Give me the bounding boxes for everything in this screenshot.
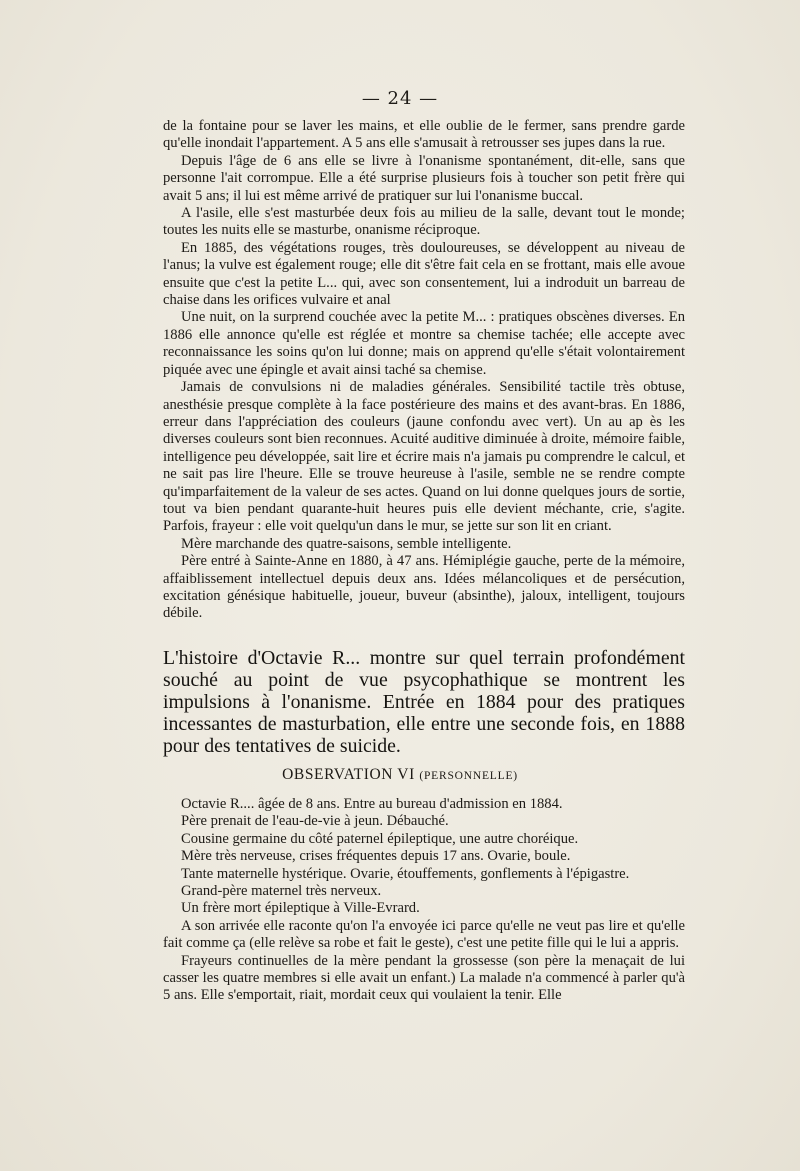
paragraph: Une nuit, on la surprend couchée avec la petite M... : pratiques obscènes diverses. En 1886 elle annonce qu'elle est réglée et montre sa chemise tachée; elle accepte avec reconnaissance les soins qu'on lui donne; mais on apprend qu'elle s'était volontairement piquée avec une épingle et avait ainsi taché sa chemise. — [163, 309, 685, 378]
paragraph: Cousine germaine du côté paternel épileptique, une autre choréique. — [181, 830, 579, 847]
paragraph: Frayeurs continuelles de la mère pendant la grossesse (son père la menaçait de lui casser les quatre membres si elle avait un enfant.) La malade n'a commencé à parler qu'à 5 ans. Elle s'emportait, riait, mordait ceux qui voulaient la tenir. Elle — [163, 952, 685, 1004]
summary-paragraph: L'histoire d'Octavie R... montre sur quel terrain profondément souché au point de vue psycophathique se montrent les impulsions à l'onanisme. Entrée en 1884 pour des pratiques incessantes de masturbation, elle entre une seconde fois, en 1888 pour des tentatives de suicide. — [163, 647, 685, 757]
observation-heading — [0, 766, 800, 784]
paragraph: A son arrivée elle raconte qu'on l'a envoyée ici parce qu'elle ne veut pas lire et qu'elle fait comme ça (elle relève sa robe et fait le geste), c'est une petite fille qui le lui a appris. — [163, 917, 685, 952]
observation-qualifier: (PERSONNELLE) — [419, 770, 518, 782]
page-number: — 24 — — [361, 88, 439, 109]
paragraph: Grand-père maternel très nerveux. — [181, 883, 382, 900]
paragraph: Octavie R.... âgée de 8 ans. Entre au bureau d'admission en 1884. — [181, 796, 563, 812]
text-block-before — [163, 118, 685, 623]
paragraph: En 1885, des végétations rouges, très douloureuses, se développent au niveau de l'anus; la vulve est également rouge; elle dit s'être fait cela en se frottant, mais elle avoue ensuite que c'est la petite L... qui, avec son consentement, lui a indroduit un barreau de chaise dans les orifices vulvaire et anal — [163, 239, 685, 309]
paragraph: Jamais de convulsions ni de maladies générales. Sensibilité tactile très obtuse, anesthésie presque complète à la face postérieure des mains et des avant-bras. En 1886, erreur dans l'appréciation des couleurs (jaune confondu avec vert). Un au ap ès les diverses couleurs sont bien reconnues. Acuité auditive diminuée à droite, mémoire faible, intelligence peu développée, sait lire et écrire mais n'a jamais pu comprendre le calcul, et ne sait pas lire l'heure. Elle se trouve heureuse à l'asile, semble ne se rendre compte qu'imparfaitement de la valeur de ses actes. Quand on lui donne quelques jours de sortie, tout va bien pendant quarante-huit heures puis elle devient méchante, crie, s'agite. Parfois, frayeur : elle voit quelqu'un dans le mur, se jette sur son lit en criant. — [163, 379, 685, 535]
paragraph: Depuis l'âge de 6 ans elle se livre à l'onanisme spontanément, dit-elle, sans que personne l'ait corrompue. Elle a été surprise plusieurs fois à toucher son petit frère qui avait 5 ans; il lui est même arrivé de pratiquer sur lui l'onanisme buccal. — [163, 152, 685, 204]
paragraph: Tante maternelle hystérique. Ovarie, étouffements, gonflements à l'épigastre. — [181, 865, 630, 882]
observation-title: OBSERVATION VI — [282, 766, 415, 783]
paragraph: A l'asile, elle s'est masturbée deux fois au milieu de la salle, devant tout le monde; toutes les nuits elle se masturbe, onanisme réciproque. — [163, 205, 685, 239]
paragraph: Mère très nerveuse, crises fréquentes depuis 17 ans. Ovarie, boule. — [181, 848, 571, 865]
text-block-after — [163, 796, 685, 1005]
paragraph: Père entré à Sainte-Anne en 1880, à 47 ans. Hémiplégie gauche, perte de la mémoire, affaiblissement intellectuel depuis deux ans. Idées mélancoliques et de persécution, excitation génésique habituelle, joueur, buveur (absinthe), jaloux, intelligent, toujours débile. — [163, 553, 685, 622]
paragraph: Mère marchande des quatre-saisons, semble intelligente. — [181, 535, 512, 552]
paragraph: de la fontaine pour se laver les mains, et elle oublie de le fermer, sans prendre garde qu'elle inondait l'appartement. A 5 ans elle s'amusait à retrousser ses jupes dans la rue. — [163, 118, 685, 152]
paragraph: Un frère mort épileptique à Ville-Evrard. — [181, 900, 420, 917]
paragraph: Père prenait de l'eau-de-vie à jeun. Débauché. — [181, 813, 449, 830]
